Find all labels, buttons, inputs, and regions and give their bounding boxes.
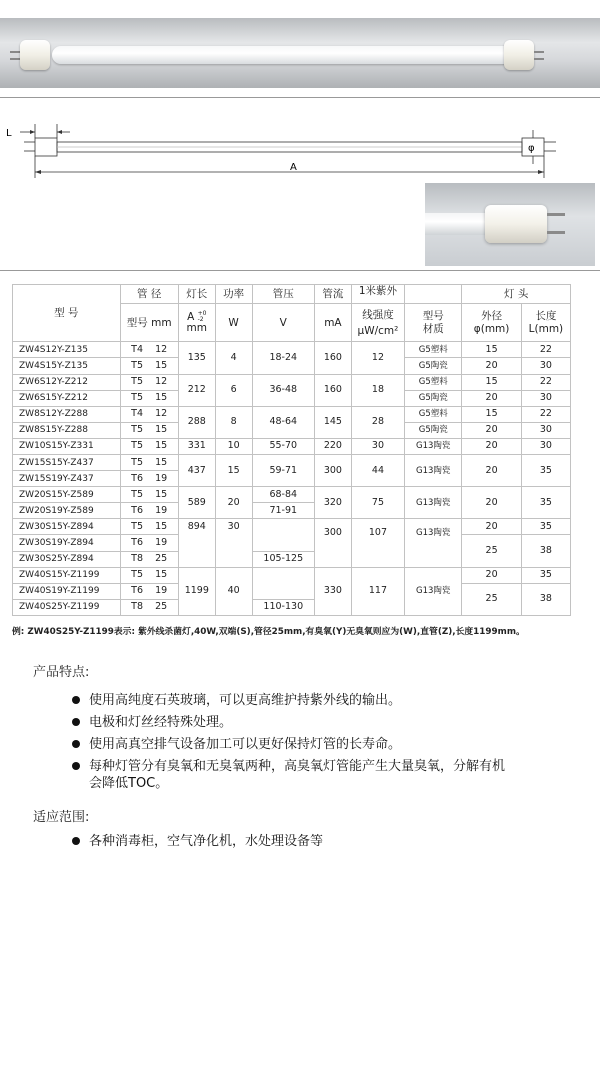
header-uv: 1米紫外	[351, 285, 404, 304]
header-cap-blank	[405, 285, 462, 304]
header-tube-sub: 型号 mm	[120, 304, 178, 342]
header-tube: 管 径	[120, 285, 178, 304]
table-row: ZW40S19Y-Z1199 T6 19 25 38	[13, 583, 571, 599]
lamp-pin	[534, 51, 544, 53]
photo2-pin	[547, 213, 565, 216]
lamp-pin	[534, 58, 544, 60]
table-row: ZW40S15Y-Z1199 T5 15 1199 40 330 117 G13陶瓷 20 35	[13, 567, 571, 583]
table-row: ZW30S25Y-Z894 T8 25 105-125	[13, 551, 571, 567]
header-current: 管流	[315, 285, 352, 304]
lamp-cap-right	[504, 40, 534, 70]
applications-title: 适应范围:	[33, 810, 90, 825]
lamp-cap-left	[20, 40, 50, 70]
table-row: ZW4S12Y-Z135 T4 12 135 4 18-24 160 12 G5塑料 15 22	[13, 342, 571, 358]
table-row: ZW30S19Y-Z894 T6 19 25 38	[13, 535, 571, 551]
drawing-cap-left	[35, 138, 57, 156]
photo2-cap	[485, 205, 547, 243]
table-row: ZW20S19Y-Z589 T6 19 71-91	[13, 503, 571, 519]
product-photo-cap-detail	[425, 183, 595, 266]
table-row: ZW6S12Y-Z212 T5 12 212 6 36-48 160 18 G5塑料 15 22	[13, 374, 571, 390]
label-a: A	[290, 162, 297, 173]
bullet-icon	[72, 696, 80, 704]
header-model: 型 号	[13, 285, 121, 342]
header-cap-len: 长度 L(mm)	[521, 304, 570, 342]
table-row: ZW6S15Y-Z212 T5 15 G5陶瓷 20 30	[13, 390, 571, 406]
label-l: L	[6, 128, 12, 139]
list-item: 电极和灯丝经特殊处理。	[72, 714, 592, 731]
table-row: ZW10S15Y-Z331 T5 15 331 10 55-70 220 30 G13陶瓷 20 30	[13, 438, 571, 454]
header-length-sub: A +0 -2 mm	[178, 304, 215, 342]
lamp-pin	[10, 58, 20, 60]
list-item: 使用高纯度石英玻璃，可以更高维护持紫外线的输出。	[72, 692, 592, 709]
divider-mid	[0, 270, 600, 271]
table-row: ZW40S25Y-Z1199 T8 25 110-130	[13, 599, 571, 615]
label-phi: φ	[528, 143, 535, 154]
header-cap: 灯 头	[462, 285, 571, 304]
header-voltage-unit: V	[252, 304, 314, 342]
header-current-unit: mA	[315, 304, 352, 342]
lamp-pin	[10, 51, 20, 53]
list-item: 各种消毒柜，空气净化机，水处理设备等	[72, 833, 592, 850]
list-item: 每种灯管分有臭氧和无臭氧两种，高臭氧灯管能产生大量臭氧，分解有机 会降低TOC。	[72, 758, 597, 792]
photo2-pin	[547, 231, 565, 234]
header-cap-type: 型号 材质	[405, 304, 462, 342]
header-voltage: 管压	[252, 285, 314, 304]
bullet-icon	[72, 762, 80, 770]
product-photo-full-tube	[0, 18, 600, 88]
list-item: 使用高真空排气设备加工可以更好保持灯管的长寿命。	[72, 736, 592, 753]
features-title: 产品特点:	[33, 665, 90, 680]
header-power: 功率	[215, 285, 252, 304]
table-row: ZW30S15Y-Z894 T5 15 894 30 300 107 G13陶瓷 20 35	[13, 519, 571, 535]
table-row: ZW8S12Y-Z288 T4 12 288 8 48-64 145 28 G5塑料 15 22	[13, 406, 571, 422]
header-uv-unit: 线强度 μW/cm²	[351, 304, 404, 342]
dimension-drawing	[0, 100, 600, 180]
table-row: ZW15S19Y-Z437 T6 19	[13, 471, 571, 487]
spec-table	[12, 284, 571, 616]
bullet-icon	[72, 740, 80, 748]
bullet-icon	[72, 837, 80, 845]
header-length: 灯长	[178, 285, 215, 304]
header-cap-dia: 外径 φ(mm)	[462, 304, 521, 342]
lamp-tube	[52, 46, 512, 64]
divider-top	[0, 97, 600, 98]
table-row: ZW15S15Y-Z437 T5 15 437 15 59-71 300 44 G13陶瓷 20 35	[13, 454, 571, 470]
example-note: 例: ZW40S25Y-Z1199表示: 紫外线杀菌灯,40W,双端(S),管径25mm,有臭氧(Y)无臭氧则应为(W),直管(Z),长度1199mm。	[12, 627, 525, 637]
header-power-unit: W	[215, 304, 252, 342]
table-row: ZW4S15Y-Z135 T5 15 G5陶瓷 20 30	[13, 358, 571, 374]
table-row: ZW8S15Y-Z288 T5 15 G5陶瓷 20 30	[13, 422, 571, 438]
bullet-icon	[72, 718, 80, 726]
table-row: ZW20S15Y-Z589 T5 15 589 20 68-84 320 75 G13陶瓷 20 35	[13, 487, 571, 503]
